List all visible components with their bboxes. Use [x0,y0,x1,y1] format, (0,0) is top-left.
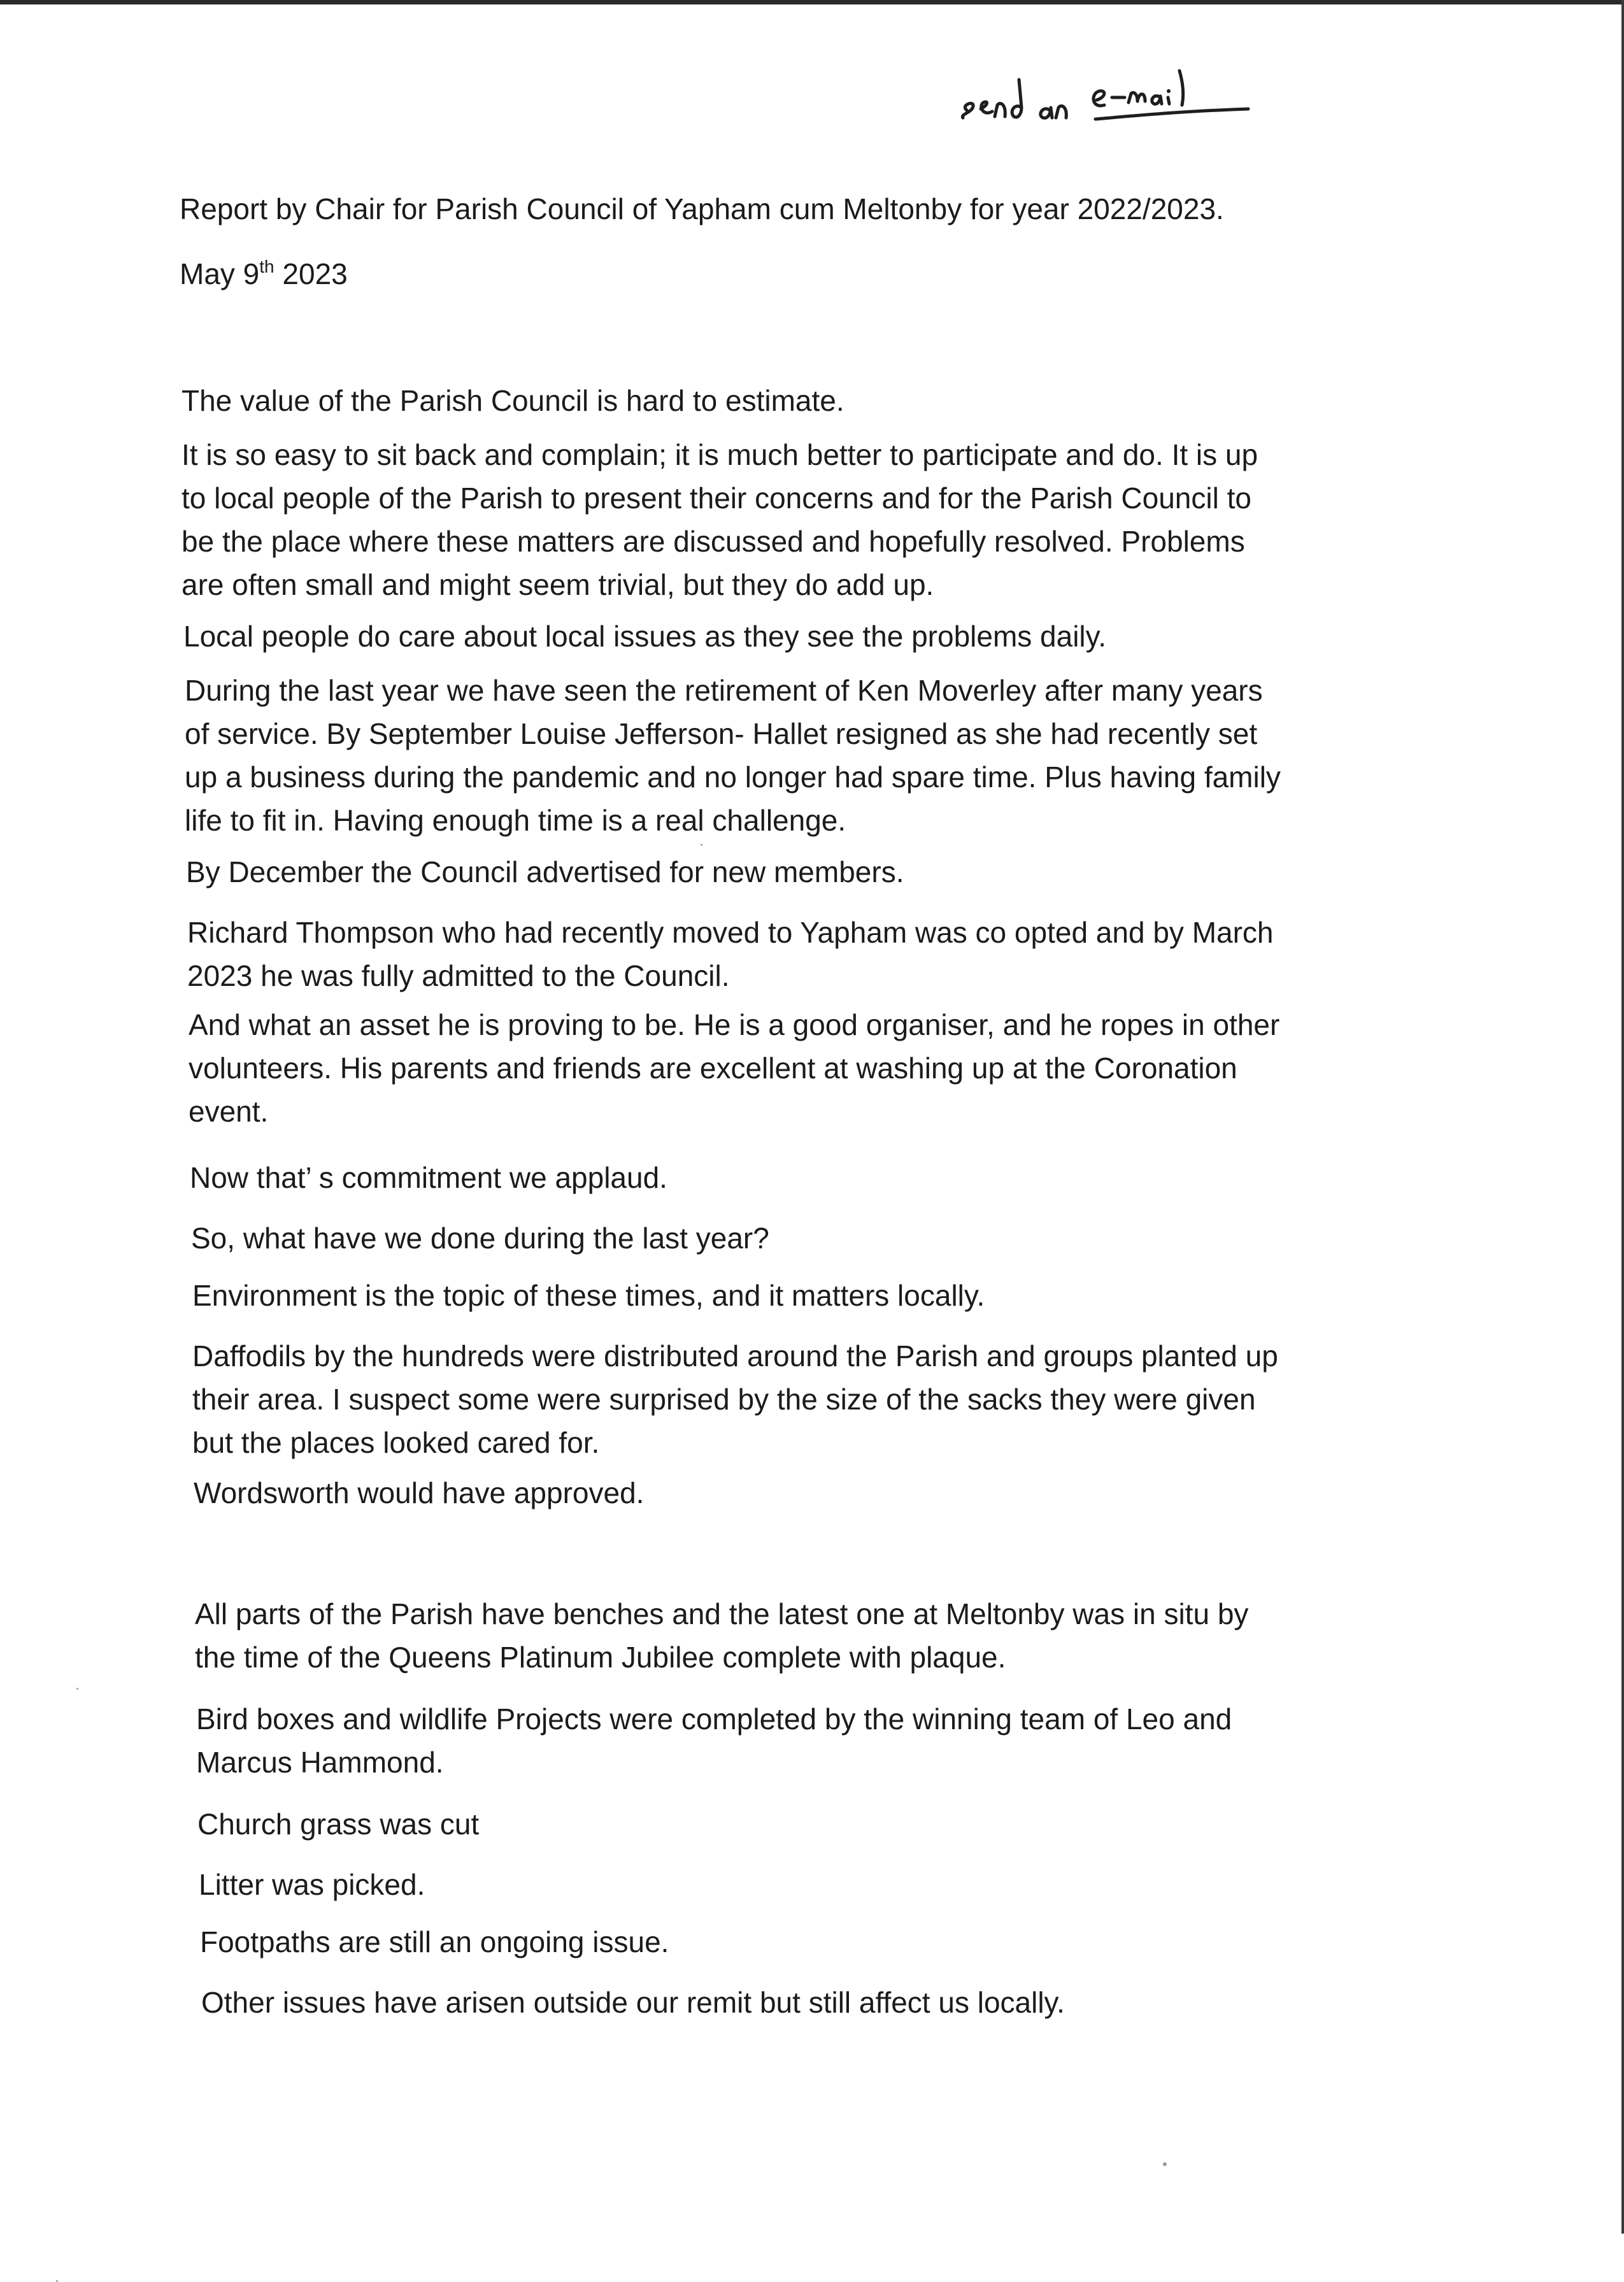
body-paragraph [192,1274,985,1317]
body-paragraph [195,1592,1248,1679]
paragraph-line: It is so easy to sit back and complain; it is much better to participate and do. It is up [182,438,1258,471]
paragraph-line: volunteers. His parents and friends are excellent at washing up at the Coronation [189,1052,1237,1085]
paragraph-line: Footpaths are still an ongoing issue. [200,1925,669,1958]
paragraph-line: the time of the Queens Platinum Jubilee complete with plaque. [195,1641,1006,1674]
body-paragraph [200,1920,669,1964]
paragraph-line: So, what have we done during the last year? [191,1222,769,1255]
paragraph-line: Marcus Hammond. [196,1746,444,1779]
body-paragraph [197,1802,479,1846]
paragraph-line: The value of the Parish Council is hard to estimate. [182,384,844,417]
paragraph-line: their area. I suspect some were surprised by the size of the sacks they were given [192,1383,1256,1416]
paragraph-line: Now that’ s commitment we applaud. [190,1161,667,1194]
body-paragraph [183,615,1106,658]
report-date [180,256,348,292]
body-paragraph [191,1216,769,1260]
paragraph-line: Wordsworth would have approved. [194,1476,645,1509]
body-paragraph [201,1981,1065,2024]
body-paragraph [187,911,1274,997]
paragraph-line: of service. By September Louise Jefferson- Hallet resigned as she had recently set [185,717,1258,750]
scan-speck [701,844,702,846]
handwritten-note-scribble [955,61,1261,131]
body-paragraph [189,1003,1279,1133]
paragraph-line: Local people do care about local issues as they see the problems daily. [183,620,1107,653]
body-paragraph [182,379,844,422]
paragraph-line: Environment is the topic of these times, and it matters locally. [192,1279,985,1312]
scan-speck [1163,2162,1167,2166]
body-paragraph [182,433,1258,606]
paragraph-line: life to fit in. Having enough time is a real challenge. [185,804,846,837]
date-year: 2023 [274,257,348,290]
paragraph-line: And what an asset he is proving to be. He is a good organiser, and he ropes in other [189,1008,1280,1041]
paragraph-line: but the places looked cared for. [192,1426,600,1459]
paragraph-line: up a business during the pandemic and no longer had spare time. Plus having family [185,760,1281,794]
paragraph-line: By December the Council advertised for new members. [186,855,904,888]
body-paragraph [199,1863,425,1906]
scan-speck [76,1688,78,1690]
date-ordinal-suffix: th [259,257,274,276]
date-month-day: May 9 [180,257,260,290]
body-paragraph [194,1471,644,1515]
body-paragraph [192,1334,1278,1464]
paragraph-line: Other issues have arisen outside our remit but still affect us locally. [201,1986,1065,2019]
report-title: Report by Chair for Parish Council of Yapham cum Meltonby for year 2022/2023. [180,192,1224,225]
body-paragraph [190,1156,667,1199]
paragraph-line: All parts of the Parish have benches and the latest one at Meltonby was in situ by [195,1597,1249,1630]
paragraph-line: Daffodils by the hundreds were distributed around the Parish and groups planted up [192,1339,1278,1373]
body-paragraph [186,850,904,894]
paragraph-line: 2023 he was fully admitted to the Council. [187,959,730,992]
paragraph-line: Richard Thompson who had recently moved to Yapham was co opted and by March [187,916,1274,949]
paragraph-line: Litter was picked. [199,1868,425,1901]
paragraph-line: Church grass was cut [197,1808,480,1841]
handwritten-note [955,61,1261,131]
paragraph-line: event. [189,1095,269,1128]
paragraph-line: be the place where these matters are discussed and hopefully resolved. Problems [182,525,1245,558]
body-paragraph [185,669,1281,842]
paragraph-line: During the last year we have seen the retirement of Ken Moverley after many years [185,674,1263,707]
paragraph-line: Bird boxes and wildlife Projects were completed by the winning team of Leo and [196,1702,1232,1736]
paragraph-line: to local people of the Parish to present their concerns and for the Parish Council to [182,481,1251,515]
body-paragraph [196,1697,1232,1784]
paragraph-line: are often small and might seem trivial, but they do add up. [182,568,934,601]
